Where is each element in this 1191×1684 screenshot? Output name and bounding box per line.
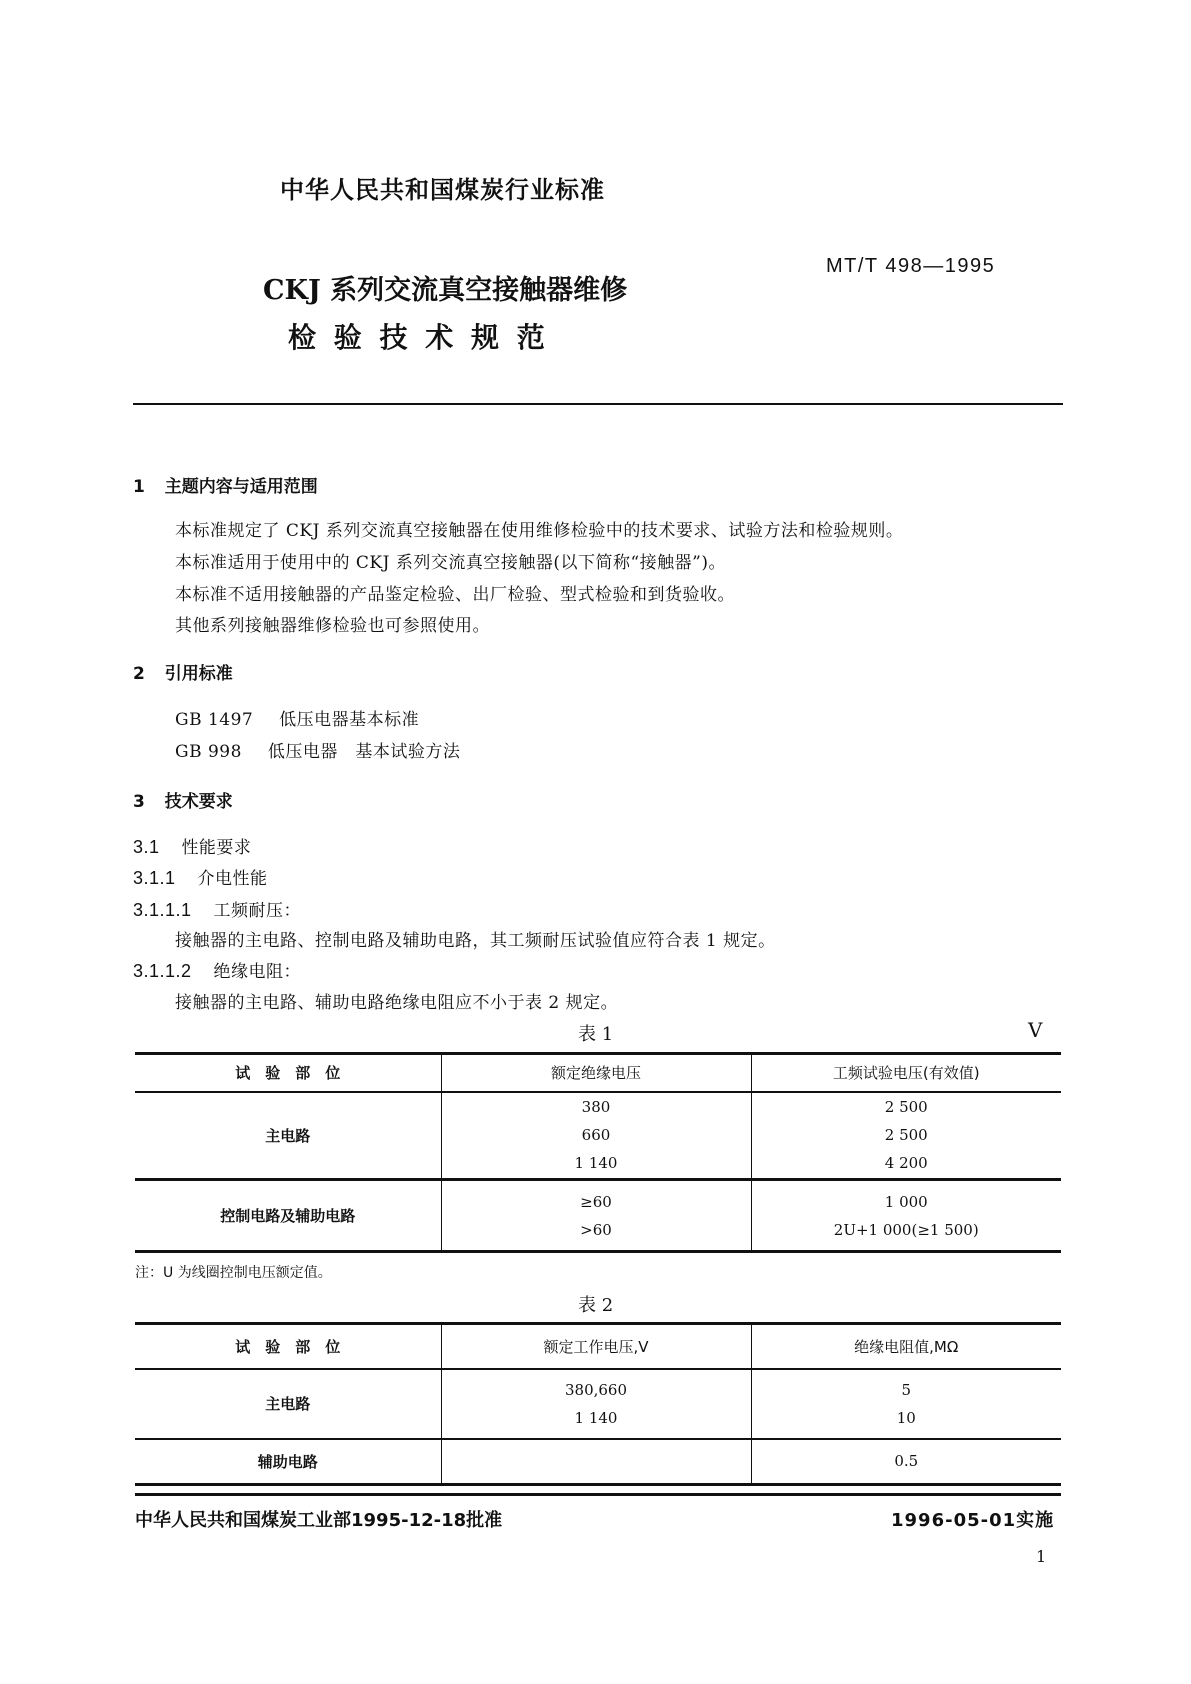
paragraph: 接触器的主电路、辅助电路绝缘电阻应不小于表 2 规定。 [175, 993, 619, 1013]
rated-voltage-cell [441, 1092, 751, 1180]
test-voltage-cell [751, 1180, 1061, 1252]
subsection-number: 3.1 [133, 837, 160, 857]
test-voltage-cell [751, 1092, 1061, 1180]
subsection-title: 介电性能 [197, 869, 268, 889]
table-2 [135, 1322, 1061, 1486]
column-header: 额定工作电压,V [441, 1324, 751, 1369]
table-header-row [135, 1054, 1061, 1092]
table-1-unit: V [1028, 1018, 1043, 1042]
value: 380,660 [564, 1380, 628, 1399]
paragraph: 本标准不适用接触器的产品鉴定检验、出厂检验、型式检验和到货验收。 [175, 585, 735, 605]
section-number: 1 [133, 477, 145, 497]
column-header: 工频试验电压(有效值) [832, 1064, 980, 1083]
reference-code: GB 998 [175, 742, 242, 762]
table-2-caption: 表 2 [578, 1295, 614, 1316]
value: 4 200 [884, 1154, 928, 1173]
table-1-caption: 表 1 [578, 1024, 614, 1045]
table-row [135, 1092, 1061, 1180]
column-header: 绝缘电阻值,MΩ [854, 1337, 959, 1356]
table-header-row [135, 1324, 1061, 1369]
value: 2U+1 000(≥1 500) [833, 1220, 979, 1239]
value: >60 [580, 1220, 612, 1239]
subsection-title: 绝缘电阻： [213, 962, 301, 982]
value: 380 [581, 1098, 611, 1117]
subsection-3-1-1-2 [133, 957, 301, 982]
test-part-cell: 控制电路及辅助电路 [135, 1180, 441, 1252]
subsection-title: 工频耐压： [213, 901, 301, 921]
section-title: 主题内容与适用范围 [164, 477, 318, 497]
test-part-cell: 主电路 [135, 1369, 441, 1439]
issuer-title: 中华人民共和国煤炭行业标准 [280, 176, 605, 204]
value: 1 140 [574, 1408, 618, 1427]
reference-name: 低压电器基本标准 [279, 710, 420, 730]
value: 2 500 [884, 1098, 928, 1117]
subsection-number: 3.1.1 [133, 868, 176, 888]
paragraph: 其他系列接触器维修检验也可参照使用。 [175, 616, 490, 636]
subsection-number: 3.1.1.2 [133, 961, 192, 981]
table-row [135, 1180, 1061, 1252]
column-header: 额定绝缘电压 [441, 1054, 751, 1092]
test-part-cell: 主电路 [135, 1092, 441, 1180]
reference-item [175, 705, 419, 730]
value: 10 [896, 1408, 916, 1427]
section-3-heading [133, 787, 233, 812]
section-2-heading [133, 659, 233, 684]
value: 660 [581, 1126, 611, 1145]
footer-rule [135, 1493, 1061, 1496]
doc-title-line1: CKJ 系列交流真空接触器维修 [263, 275, 628, 306]
approval-statement: 中华人民共和国煤炭工业部1995-12-18批准 [135, 1510, 503, 1531]
section-title: 技术要求 [164, 792, 233, 812]
section-title: 引用标准 [164, 664, 233, 684]
subsection-title: 性能要求 [181, 838, 252, 858]
subsection-3-1-1 [133, 864, 267, 889]
resistance-cell [751, 1369, 1061, 1439]
value: 2 500 [884, 1126, 928, 1145]
reference-item [175, 737, 460, 762]
value: 1 140 [574, 1154, 618, 1173]
table-1 [135, 1052, 1061, 1253]
table-1-note: 注：U 为线圈控制电压额定值。 [135, 1265, 332, 1281]
reference-name: 低压电器 基本试验方法 [267, 742, 461, 762]
page-number: 1 [1036, 1547, 1047, 1566]
value: 5 [901, 1380, 912, 1399]
reference-code: GB 1497 [175, 710, 254, 730]
subsection-number: 3.1.1.1 [133, 900, 192, 920]
paragraph: 本标准适用于使用中的 CKJ 系列交流真空接触器(以下简称“接触器”)。 [175, 553, 726, 573]
standard-number: MT/T 498—1995 [826, 255, 996, 277]
subsection-3-1-1-1 [133, 896, 301, 921]
test-part-cell: 辅助电路 [135, 1439, 441, 1485]
paragraph: 本标准规定了 CKJ 系列交流真空接触器在使用维修检验中的技术要求、试验方法和检验规则。 [175, 521, 904, 541]
rated-voltage-cell [441, 1180, 751, 1252]
section-number: 2 [133, 664, 145, 684]
value: 1 000 [884, 1192, 928, 1211]
doc-title-line2: 检 验 技 术 规 范 [288, 321, 549, 354]
column-header: 试 验 部 位 [135, 1324, 441, 1369]
resistance-cell: 0.5 [894, 1452, 919, 1471]
table-row [135, 1369, 1061, 1439]
effective-date: 1996-05-01实施 [891, 1510, 1055, 1531]
paragraph: 接触器的主电路、控制电路及辅助电路，其工频耐压试验值应符合表 1 规定。 [175, 931, 776, 951]
value: ≥60 [580, 1192, 612, 1211]
column-header: 试 验 部 位 [135, 1054, 441, 1092]
section-number: 3 [133, 792, 145, 812]
section-1-heading [133, 472, 318, 497]
rated-voltage-cell [441, 1369, 751, 1439]
subsection-3-1 [133, 833, 251, 858]
rated-voltage-cell-empty [441, 1439, 751, 1485]
table-row [135, 1439, 1061, 1485]
header-rule [133, 403, 1063, 405]
